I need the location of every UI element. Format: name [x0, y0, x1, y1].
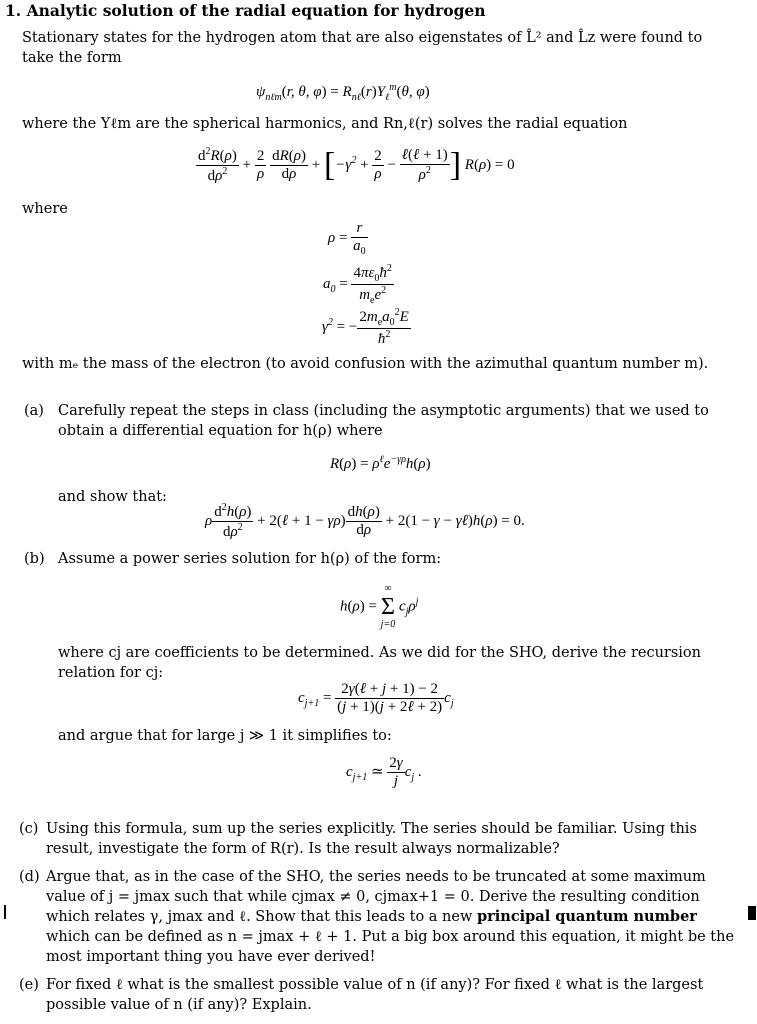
part-b-text: Assume a power series solution for h(ρ) of the form:	[58, 551, 442, 567]
gamma-definition: $\gamma^2$ = − $\frac{2m_ea_0^2E}{ħ^2}$	[322, 307, 409, 347]
part-d-text-a: Argue that, as in the case of the SHO, the series needs to be truncated at some maximum value of j = jmax such that while cjmax ≠ 0, cjmax+1 = 0. Derive the resulting condition which relates γ, jmax and ℓ. Show that this leads to a new	[46, 869, 706, 925]
asymptotic-equation: $c_{j+1}$ ≃ $\frac{2\gamma}{j}$ $c_j$ .	[346, 755, 422, 789]
part-c-label: (c)	[19, 821, 39, 837]
part-a-follow: and show that:	[58, 489, 167, 505]
part-d-text-b: which can be defined as n = jmax + ℓ + 1. Put a big box around this equation, it might be the most important thing you have ever derived!	[46, 929, 735, 965]
part-b-label: (b)	[24, 551, 45, 567]
a0-definition: $a_0$ = $\frac{4\pi\varepsilon_0ħ^2}{m_ee^2}$	[323, 263, 392, 306]
with-me-text: with mₑ the mass of the electron (to avoid confusion with the azimuthal quantum number m).	[22, 356, 709, 372]
after-wave-text: where the Yℓm are the spherical harmonics, and Rn,ℓ(r) solves the radial equation	[22, 116, 628, 132]
part-c-text: Using this formula, sum up the series explicitly. The series should be familiar. Using this result, investigate the form of R(r). Is the result always normalizable?	[46, 821, 697, 857]
problem-number: 1.	[5, 1, 22, 20]
part-d-label: (d)	[19, 869, 40, 885]
part-e-label: (e)	[19, 977, 39, 993]
part-a-text: Carefully repeat the steps in class (including the asymptotic arguments) that we used to obtain a differential equation for h(ρ) where	[58, 403, 709, 439]
rho-definition: ρ = $\frac{r}{a_0}$	[328, 220, 366, 257]
power-series-equation: h(ρ) = ∞ Σ j=0 $c_j\rho^j$	[340, 583, 419, 630]
part-d-bold: principal quantum number	[477, 908, 697, 925]
part-d-text	[46, 867, 738, 967]
R-substitution-equation: $R(\rho) = \rho^\ell e^{-\gamma\rho}h(\rho)$	[330, 454, 431, 472]
part-b-follow2: and argue that for large j ≫ 1 it simplifies to:	[58, 728, 392, 744]
part-a-label: (a)	[24, 403, 44, 419]
where-label: where	[22, 201, 68, 217]
left-margin-mark	[4, 905, 6, 919]
recursion-equation: $c_{j+1}$ = $\frac{\text{2γ(ℓ + j + 1) − 2}}{\text{(j + 1)(j + 2ℓ + 2)}}$ $c_j$	[298, 681, 454, 715]
intro-paragraph: Stationary states for the hydrogen atom that are also eigenstates of L̂² and L̂z were found to take the form	[22, 30, 703, 66]
part-e-text: For fixed ℓ what is the smallest possible value of n (if any)? For fixed ℓ what is the largest possible value of n (if any)? Explain.	[46, 977, 704, 1013]
problem-title-text: Analytic solution of the radial equation for hydrogen	[26, 1, 486, 20]
radial-equation: $\frac{d^2R(\rho)}{d\rho^2}$ + $\frac{2}{\rho}$ $\frac{dR(\rho)}{d\rho}$ + [$-\gamma^2$ + $\frac{2}{\rho}$ − $\frac{\text{ℓ(ℓ + 1)}}{\rho^2}$ ] R(ρ) = 0	[198, 146, 515, 184]
problem-title	[5, 1, 486, 21]
h-ode-equation: ρ $\frac{d^2h(\rho)}{d\rho^2}$ + 2(ℓ + 1 − γρ) $\frac{dh(\rho)}{d\rho}$ + 2(1 − γ − γℓ)h(ρ) = 0.	[205, 502, 525, 540]
right-margin-mark	[748, 906, 756, 920]
part-b-follow: where cj are coefficients to be determined. As we did for the SHO, derive the recursion relation for cj:	[58, 645, 701, 681]
wavefunction-equation: $\psi_{n\ell m}(r$, θ, $\varphi) = R_{n\ell}(r)Y_\ell^m(\theta$, φ)	[256, 82, 430, 103]
